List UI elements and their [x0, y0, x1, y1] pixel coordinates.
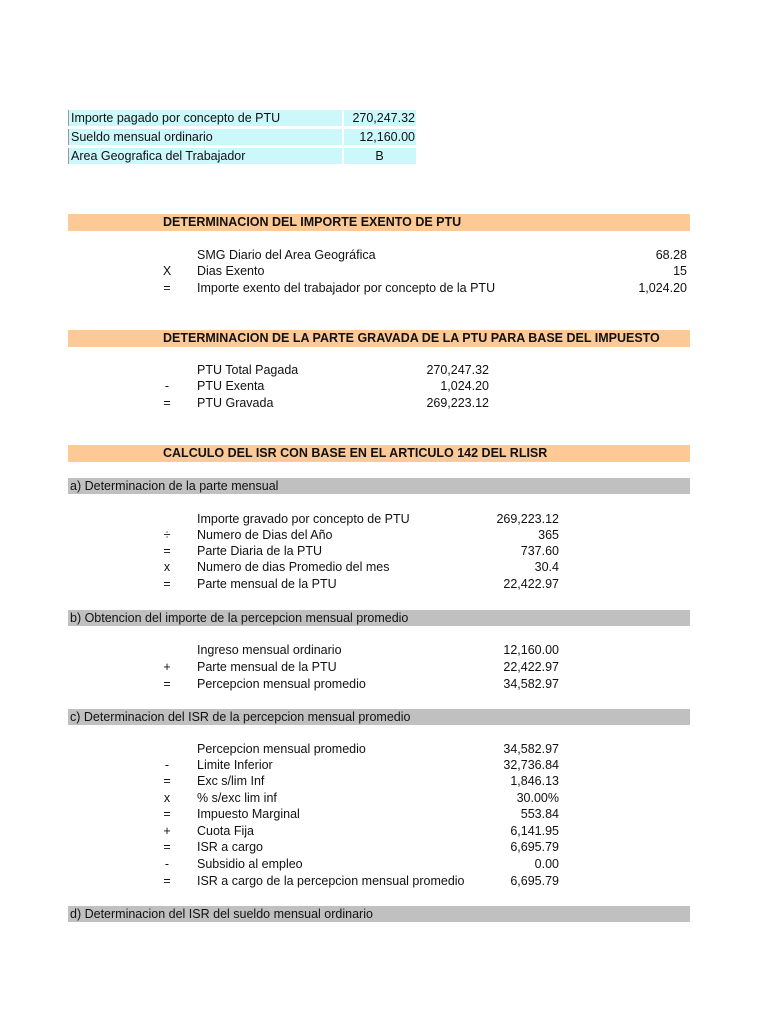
row-operator: =: [163, 807, 171, 821]
row-label: ISR a cargo de la percepcion mensual promedio: [197, 874, 465, 888]
subsection-title: c) Determinacion del ISR de la percepcion mensual promedio: [70, 710, 411, 724]
section-header-isr: [68, 445, 690, 462]
row-value: 1,846.13: [510, 774, 559, 788]
row-value: 34,582.97: [503, 677, 559, 691]
row-label: Parte mensual de la PTU: [197, 660, 337, 674]
section-header-exento: [68, 214, 690, 231]
subsection-header-c: [68, 709, 690, 725]
subsection-header-b: [68, 610, 690, 626]
row-value: 1,024.20: [440, 379, 489, 393]
row-operator: =: [163, 874, 171, 888]
row-operator: ÷: [163, 528, 171, 542]
row-label: Parte Diaria de la PTU: [197, 544, 323, 558]
row-operator: +: [163, 660, 171, 674]
row-value: 30.4: [534, 560, 559, 574]
subsection-header-a: [68, 478, 690, 494]
row-operator: +: [163, 824, 171, 838]
row-label: PTU Gravada: [197, 396, 274, 410]
row-value: 0.00: [534, 857, 559, 871]
input-row-sueldo: [68, 129, 416, 145]
row-operator: -: [164, 379, 170, 393]
input-value[interactable]: B: [344, 148, 416, 164]
subsection-title: b) Obtencion del importe de la percepcion mensual promedio: [70, 611, 409, 625]
input-label: Importe pagado por concepto de PTU: [68, 110, 342, 126]
row-operator: =: [163, 281, 171, 295]
row-value: 270,247.32: [426, 363, 489, 377]
row-label: Limite Inferior: [197, 758, 273, 772]
row-operator: x: [163, 791, 171, 805]
section-title: DETERMINACION DE LA PARTE GRAVADA DE LA PTU PARA BASE DEL IMPUESTO: [163, 331, 660, 345]
row-value: 68.28: [655, 248, 687, 262]
input-value[interactable]: 12,160.00: [344, 129, 416, 145]
row-value: 34,582.97: [503, 742, 559, 756]
row-label: Parte mensual de la PTU: [197, 577, 337, 591]
row-label: PTU Total Pagada: [197, 363, 299, 377]
row-label: SMG Diario del Area Geográfica: [197, 248, 376, 262]
row-label: Percepcion mensual promedio: [197, 742, 366, 756]
subsection-header-d: [68, 906, 690, 922]
row-label: Cuota Fija: [197, 824, 254, 838]
row-value: 365: [538, 528, 559, 542]
row-label: Importe gravado por concepto de PTU: [197, 512, 410, 526]
row-label: % s/exc lim inf: [197, 791, 277, 805]
row-operator: -: [164, 857, 170, 871]
section-title: CALCULO DEL ISR CON BASE EN EL ARTICULO 142 DEL RLISR: [163, 446, 548, 460]
input-value[interactable]: 270,247.32: [344, 110, 416, 126]
section-header-gravada: [68, 330, 690, 347]
input-label: Sueldo mensual ordinario: [68, 129, 342, 145]
row-label: ISR a cargo: [197, 840, 264, 854]
row-operator: =: [163, 774, 171, 788]
section-title: DETERMINACION DEL IMPORTE EXENTO DE PTU: [163, 215, 462, 229]
row-value: 737.60: [520, 544, 559, 558]
row-label: Exc s/lim Inf: [197, 774, 265, 788]
row-value: 269,223.12: [496, 512, 559, 526]
row-operator: x: [163, 560, 171, 574]
subsection-title: d) Determinacion del ISR del sueldo mensual ordinario: [70, 907, 373, 921]
row-value: 6,695.79: [510, 874, 559, 888]
row-operator: =: [163, 577, 171, 591]
row-label: Percepcion mensual promedio: [197, 677, 366, 691]
input-row-ptu-pagado: [68, 110, 416, 126]
row-value: 22,422.97: [503, 577, 559, 591]
row-label: PTU Exenta: [197, 379, 265, 393]
input-row-area: [68, 148, 416, 164]
row-label: Dias Exento: [197, 264, 265, 278]
input-label: Area Geografica del Trabajador: [68, 148, 342, 164]
row-value: 553.84: [520, 807, 559, 821]
row-value: 15: [673, 264, 687, 278]
row-value: 6,695.79: [510, 840, 559, 854]
row-value: 32,736.84: [503, 758, 559, 772]
row-value: 12,160.00: [503, 643, 559, 657]
row-operator: =: [163, 396, 171, 410]
subsection-title: a) Determinacion de la parte mensual: [70, 479, 279, 493]
row-label: Numero de Dias del Año: [197, 528, 333, 542]
row-operator: =: [163, 544, 171, 558]
row-operator: =: [163, 677, 171, 691]
row-value: 1,024.20: [638, 281, 687, 295]
row-operator: -: [164, 758, 170, 772]
row-label: Subsidio al empleo: [197, 857, 303, 871]
row-label: Impuesto Marginal: [197, 807, 300, 821]
row-operator: =: [163, 840, 171, 854]
row-operator: X: [162, 264, 172, 278]
row-label: Importe exento del trabajador por concepto de la PTU: [197, 281, 496, 295]
row-value: 22,422.97: [503, 660, 559, 674]
row-label: Ingreso mensual ordinario: [197, 643, 342, 657]
row-value: 6,141.95: [510, 824, 559, 838]
row-value: 30.00%: [516, 791, 559, 805]
row-label: Numero de dias Promedio del mes: [197, 560, 390, 574]
row-value: 269,223.12: [426, 396, 489, 410]
